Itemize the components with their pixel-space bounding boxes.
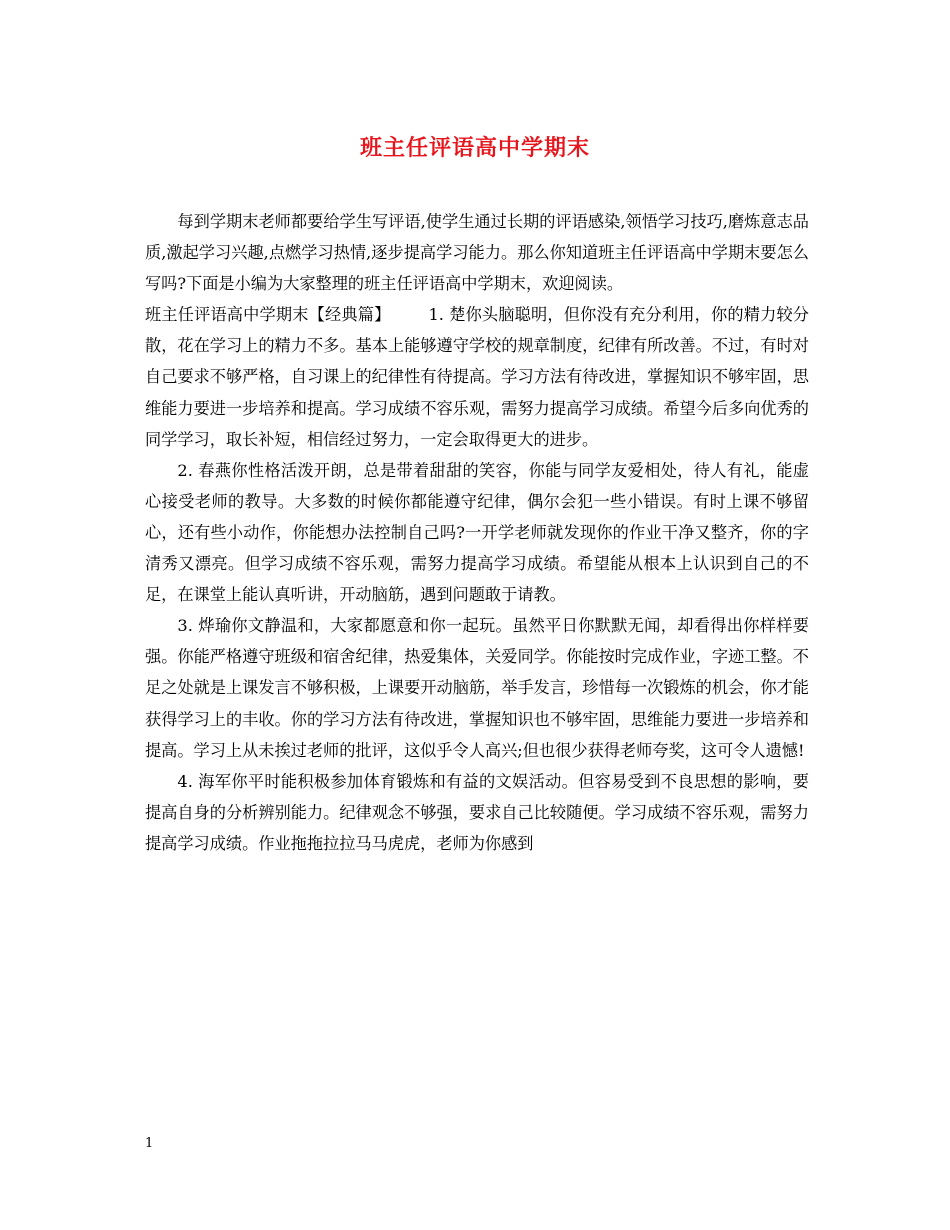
intro-paragraph: 每到学期末老师都要给学生写评语,使学生通过长期的评语感染,领悟学习技巧,磨炼意志品质,激起学习兴趣,点燃学习热情,逐步提高学习能力。那么你知道班主任评语高中学期末要怎么写吗?下面是小编为大家整理的班主任评语高中学期末，欢迎阅读。 — [145, 212, 809, 294]
comment-3: 3. 烨瑜你文静温和，大家都愿意和你一起玩。虽然平日你默默无闻，却看得出你样样要强。你能严格遵守班级和宿舍纪律，热爱集体，关爱同学。你能按时完成作业，字迹工整。不足之处就是上课发言不够积极，上课要开动脑筋，举手发言，珍惜每一次锻炼的机会，你才能获得学习上的丰收。你的学习方法有待改进，掌握知识也不够牢固，思维能力要进一步培养和提高。学习上从未挨过老师的批评，这似乎令人高兴;但也很少获得老师夸奖，这可令人遗憾! — [145, 616, 809, 760]
section-paragraph — [145, 299, 809, 454]
comment-2: 2. 春燕你性格活泼开朗，总是带着甜甜的笑容，你能与同学友爱相处，待人有礼，能虚心接受老师的教导。大多数的时候你都能遵守纪律，偶尔会犯一些小错误。有时上课不够留心，还有些小动作，你能想办法控制自己吗?一开学老师就发现你的作业干净又整齐，你的字清秀又漂亮。但学习成绩不容乐观，需努力提高学习成绩。希望能从根本上认识到自己的不足，在课堂上能认真听讲，开动脑筋，遇到问题敢于请教。 — [145, 460, 809, 605]
section-heading: 班主任评语高中学期末【经典篇】 — [145, 305, 391, 325]
page-number: 1 — [145, 1136, 154, 1151]
comment-1: 1. 楚你头脑聪明，但你没有充分利用，你的精力较分散，花在学习上的精力不多。基本上能够遵守学校的规章制度，纪律有所改善。不过，有时对自己要求不够严格，自习课上的纪律性有待提高。学习方法有待改进，掌握知识不够牢固，思维能力要进一步培养和提高。学习成绩不容乐观，需努力提高学习成绩。希望今后多向优秀的同学学习，取长补短，相信经过努力，一定会取得更大的进步。 — [145, 305, 809, 449]
document-title: 班主任评语高中学期末 — [359, 135, 590, 161]
comment-4: 4. 海军你平时能积极参加体育锻炼和有益的文娱活动。但容易受到不良思想的影响，要提高自身的分析辨别能力。纪律观念不够强，要求自己比较随便。学习成绩不容乐观，需努力提高学习成绩。作业拖拖拉拉马马虎虎，老师为你感到 — [145, 771, 809, 853]
document-body — [145, 206, 809, 859]
